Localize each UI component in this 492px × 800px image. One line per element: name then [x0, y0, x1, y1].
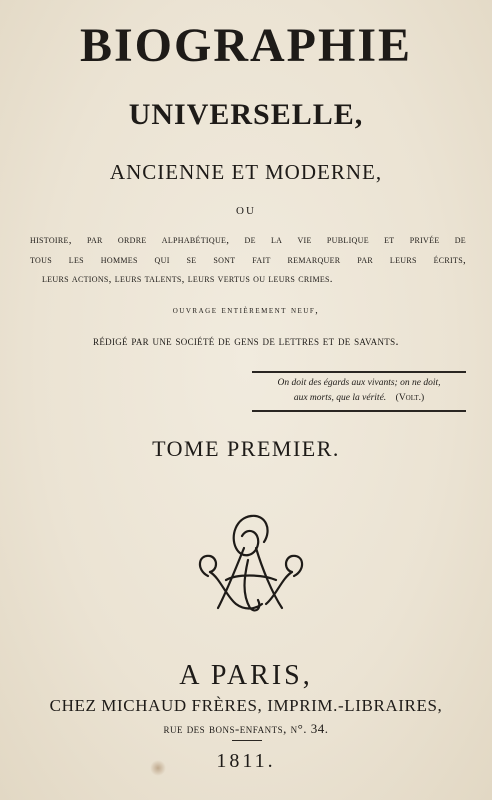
epigraph-line-2-text: aux morts, que la vérité. — [293, 393, 387, 403]
publisher-name: CHEZ MICHAUD FRÈRES, IMPRIM.-LIBRAIRES, — [49, 696, 443, 715]
epigraph-attribution: (Volt.) — [395, 393, 425, 403]
book-title: BIOGRAPHIE — [79, 19, 413, 72]
volume-label: TOME PREMIER. — [152, 436, 340, 461]
epigraph-bottom-rule — [252, 410, 466, 412]
ouvrage-note: ouvrage entièrement neuf, — [172, 305, 320, 316]
place-of-publication: A PARIS, — [179, 660, 313, 691]
book-subtitle: UNIVERSELLE, — [128, 98, 364, 131]
authorship-note: rédigé par une société de gens de lettres et de savants. — [93, 333, 399, 348]
description-line-2: tous les hommes qui se sont fait remarquer par leurs écrits, — [30, 254, 466, 266]
book-subtitle-2: ANCIENNE ET MODERNE, — [109, 160, 383, 184]
conjunction-ou: OU — [236, 205, 256, 217]
paper-stain — [150, 760, 166, 776]
epigraph-line-1: On doit des égards aux vivants; on ne doit, — [277, 378, 441, 388]
description-line-3: leurs actions, leurs talents, leurs vertus ou leurs crimes. — [42, 273, 333, 285]
epigraph-line-2 — [252, 391, 466, 406]
publisher-address: rue des bons-enfants, n°. 34. — [163, 721, 329, 736]
date-separator-rule — [232, 740, 262, 741]
monogram-ornament-icon — [196, 508, 306, 618]
description-line-1: histoire, par ordre alphabétique, de la vie publique et privée de — [30, 234, 466, 246]
epigraph-top-rule — [252, 371, 466, 373]
publication-year: 1811. — [216, 750, 276, 772]
